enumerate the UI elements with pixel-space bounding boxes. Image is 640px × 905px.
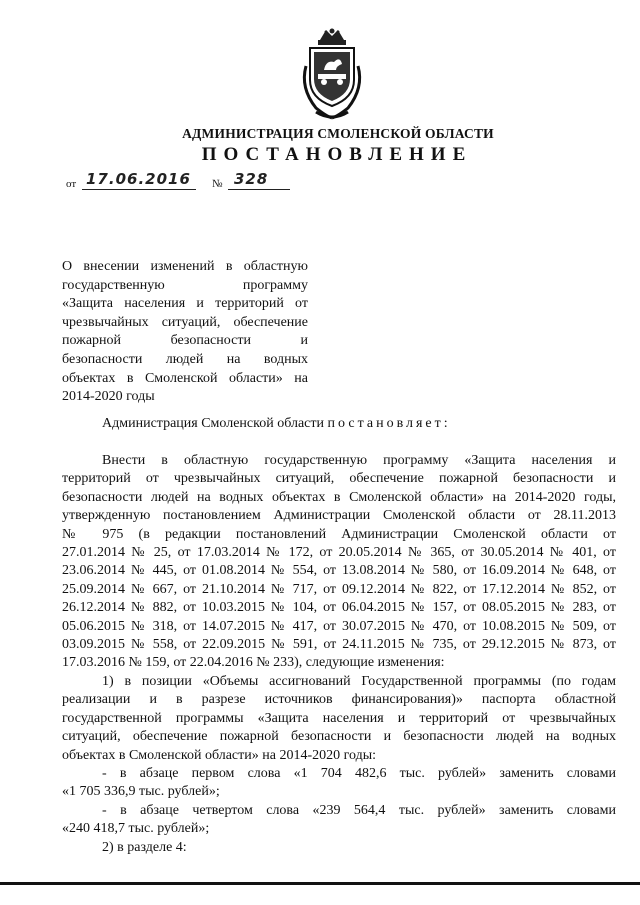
body-line: 25.09.2014 № 667, от 21.10.2014 № 717, от 09.12.2014 № 822, от 17.12.2014 № 852, от (62, 581, 616, 597)
body-line: 05.06.2015 № 318, от 14.07.2015 № 417, от 30.07.2015 № 470, от 10.08.2015 № 509, от (62, 618, 616, 634)
preamble-line (62, 415, 616, 433)
body-line: 2) в разделе 4: (102, 839, 187, 855)
number-underline (228, 189, 290, 190)
body-line: 03.09.2015 № 558, от 22.09.2015 № 591, от 24.11.2015 № 735, от 29.12.2015 № 873, от (62, 637, 616, 653)
subject-line: чрезвычайных ситуаций, обеспечение (62, 314, 308, 330)
document-subject (62, 258, 308, 407)
date-number-line (66, 172, 306, 190)
body-line: объектах в Смоленской области» на 2014-2020 годы: (62, 747, 377, 763)
body-line: ситуаций, обеспечение пожарной безопасности и безопасности людей на водных (62, 729, 616, 745)
organization-name: АДМИНИСТРАЦИЯ СМОЛЕНСКОЙ ОБЛАСТИ (182, 126, 494, 141)
date-label: от (66, 178, 77, 190)
body-line: 27.01.2014 № 25, от 17.03.2014 № 172, от 20.05.2014 № 365, от 30.05.2014 № 401, от (62, 545, 616, 561)
body-line: № 975 (в редакции постановлений Администрации Смоленской области от (62, 526, 616, 542)
subject-line: государственную программу (62, 277, 308, 293)
body-line: - в абзаце первом слова «1 704 482,6 тыс. рублей» заменить словами (102, 765, 616, 781)
subject-line: пожарной безопасности и (62, 333, 308, 349)
number-label: № (212, 178, 223, 190)
document-type-title: ПОСТАНОВЛЕНИЕ (201, 144, 473, 165)
subject-line: безопасности людей на водных (62, 351, 308, 367)
bottom-scan-border (0, 882, 640, 885)
preamble-lead: Администрация Смоленской области (102, 416, 325, 431)
date-underline (82, 189, 196, 190)
preamble-verb: постановляет: (327, 416, 451, 431)
subject-line: объектах в Смоленской области» на (62, 370, 308, 386)
body-line: утвержденную постановлением Администрации Смоленской области от 28.11.2013 (62, 508, 616, 524)
decree-body (62, 452, 616, 857)
body-line: безопасности людей на водных объектах в Смоленской области» на 2014-2020 годы, (62, 489, 616, 505)
body-line: 1) в позиции «Объемы ассигнований Государственной программы (по годам (102, 673, 616, 689)
body-line: территорий от чрезвычайных ситуаций, обеспечение пожарной безопасности и (62, 471, 616, 487)
body-line: реализации и в разрезе источников финансирования)» паспорта областной (62, 692, 616, 708)
subject-line: О внесении изменений в областную (62, 259, 308, 274)
body-line: 26.12.2014 № 882, от 10.03.2015 № 104, от 06.04.2015 № 157, от 08.05.2015 № 283, от (62, 600, 616, 616)
body-line: «240 418,7 тыс. рублей»; (62, 821, 210, 837)
handwritten-number: 328 (234, 170, 269, 188)
subject-line: «Защита населения и территорий от (62, 296, 308, 312)
preamble-paragraph (62, 415, 616, 433)
subject-line: 2014-2020 годы (62, 389, 155, 405)
body-line: 23.06.2014 № 445, от 01.08.2014 № 554, от 13.08.2014 № 580, от 16.09.2014 № 648, от (62, 563, 616, 579)
body-line: государственной программы «Защита населения и территорий от чрезвычайных (62, 710, 616, 726)
body-line: 17.03.2016 № 159, от 22.04.2016 № 233), следующие изменения: (62, 655, 445, 671)
handwritten-date: 17.06.2016 (86, 170, 191, 188)
body-line: - в абзаце четвертом слова «239 564,4 тыс. рублей» заменить словами (102, 802, 616, 818)
coat-of-arms-icon (296, 26, 368, 124)
body-line: «1 705 336,9 тыс. рублей»; (62, 784, 220, 800)
body-line: Внести в областную государственную программу «Защита населения и (102, 453, 616, 468)
